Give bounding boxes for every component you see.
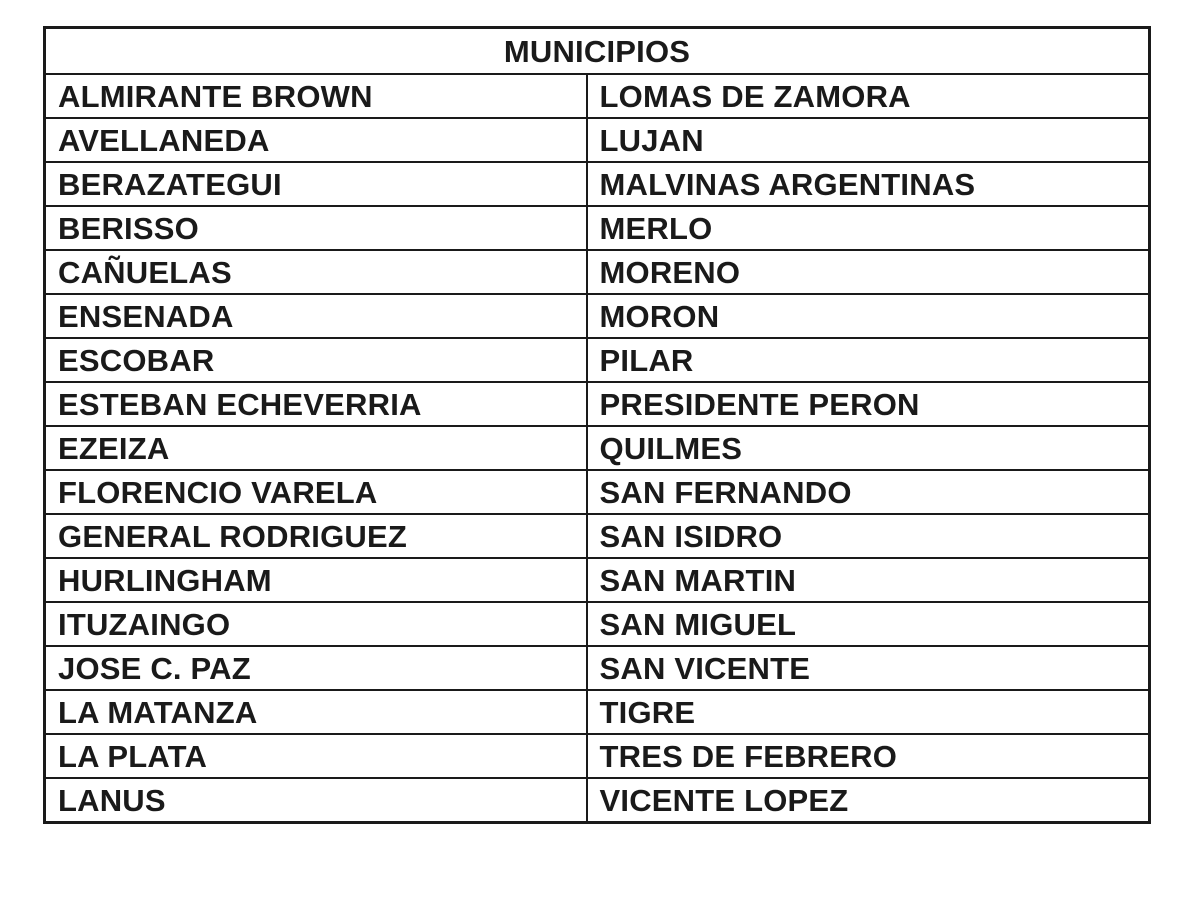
table-row bbox=[45, 690, 1150, 734]
municipio-cell-right: MALVINAS ARGENTINAS bbox=[587, 162, 1150, 206]
municipio-cell-left: CAÑUELAS bbox=[45, 250, 587, 294]
table-row bbox=[45, 602, 1150, 646]
municipio-cell-left: JOSE C. PAZ bbox=[45, 646, 587, 690]
table-row bbox=[45, 558, 1150, 602]
municipio-cell-right: VICENTE LOPEZ bbox=[587, 778, 1150, 823]
municipio-cell-right: MERLO bbox=[587, 206, 1150, 250]
table-row bbox=[45, 250, 1150, 294]
municipios-table bbox=[43, 26, 1151, 824]
municipio-cell-right: PILAR bbox=[587, 338, 1150, 382]
municipio-cell-right: MORENO bbox=[587, 250, 1150, 294]
municipio-cell-left: FLORENCIO VARELA bbox=[45, 470, 587, 514]
municipio-cell-left: ALMIRANTE BROWN bbox=[45, 74, 587, 118]
table-row bbox=[45, 514, 1150, 558]
municipio-cell-right: PRESIDENTE PERON bbox=[587, 382, 1150, 426]
municipio-cell-right: SAN MARTIN bbox=[587, 558, 1150, 602]
municipio-cell-left: ENSENADA bbox=[45, 294, 587, 338]
municipio-cell-left: HURLINGHAM bbox=[45, 558, 587, 602]
table-header-row bbox=[45, 28, 1150, 75]
municipio-cell-right: SAN FERNANDO bbox=[587, 470, 1150, 514]
municipio-cell-left: ESCOBAR bbox=[45, 338, 587, 382]
municipio-cell-right: MORON bbox=[587, 294, 1150, 338]
municipio-cell-left: ITUZAINGO bbox=[45, 602, 587, 646]
table-header: MUNICIPIOS bbox=[45, 28, 1150, 75]
table-row bbox=[45, 162, 1150, 206]
table-row bbox=[45, 118, 1150, 162]
table-row bbox=[45, 734, 1150, 778]
municipio-cell-right: SAN ISIDRO bbox=[587, 514, 1150, 558]
municipio-cell-right: SAN VICENTE bbox=[587, 646, 1150, 690]
municipio-cell-right: SAN MIGUEL bbox=[587, 602, 1150, 646]
municipio-cell-left: LANUS bbox=[45, 778, 587, 823]
table-row bbox=[45, 426, 1150, 470]
municipio-cell-right: TIGRE bbox=[587, 690, 1150, 734]
municipio-cell-right: TRES DE FEBRERO bbox=[587, 734, 1150, 778]
table-row bbox=[45, 646, 1150, 690]
table-row bbox=[45, 338, 1150, 382]
municipio-cell-right: LOMAS DE ZAMORA bbox=[587, 74, 1150, 118]
table-row bbox=[45, 382, 1150, 426]
municipio-cell-left: ESTEBAN ECHEVERRIA bbox=[45, 382, 587, 426]
table-row bbox=[45, 778, 1150, 823]
municipio-cell-right: QUILMES bbox=[587, 426, 1150, 470]
municipio-cell-left: LA PLATA bbox=[45, 734, 587, 778]
municipio-cell-left: GENERAL RODRIGUEZ bbox=[45, 514, 587, 558]
municipio-cell-left: LA MATANZA bbox=[45, 690, 587, 734]
table-row bbox=[45, 206, 1150, 250]
table-row bbox=[45, 470, 1150, 514]
table-row bbox=[45, 74, 1150, 118]
municipio-cell-left: AVELLANEDA bbox=[45, 118, 587, 162]
table-body bbox=[45, 74, 1150, 823]
municipio-cell-right: LUJAN bbox=[587, 118, 1150, 162]
municipio-cell-left: BERAZATEGUI bbox=[45, 162, 587, 206]
municipio-cell-left: EZEIZA bbox=[45, 426, 587, 470]
municipio-cell-left: BERISSO bbox=[45, 206, 587, 250]
table-row bbox=[45, 294, 1150, 338]
